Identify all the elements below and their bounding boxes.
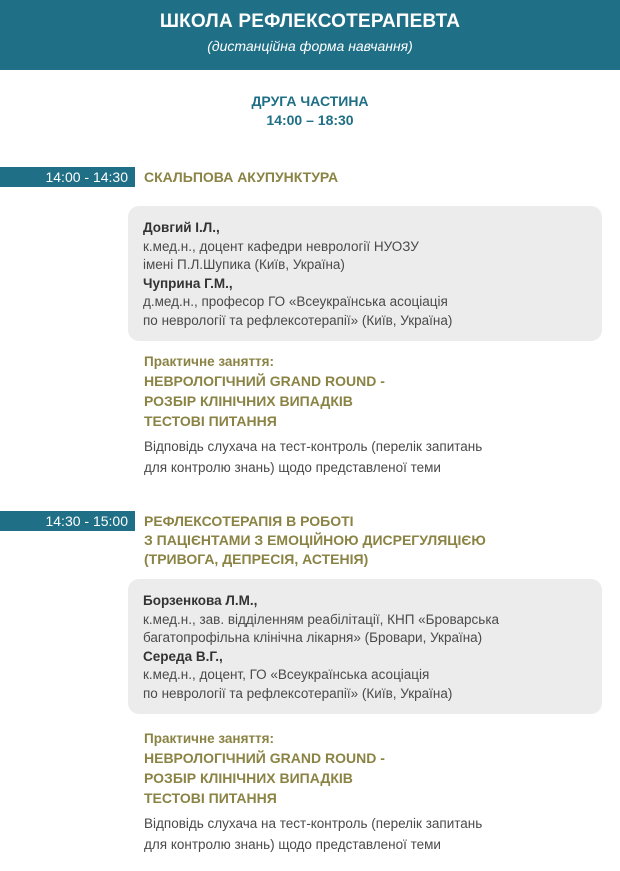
page-header: [0, 0, 620, 70]
part-title: ДРУГА ЧАСТИНА: [251, 93, 369, 109]
topic-line: РЕФЛЕКСОТЕРАПІЯ В РОБОТІ: [144, 513, 354, 529]
session-time-bar: 14:30 - 15:00: [0, 511, 135, 531]
practice-item: НЕВРОЛОГІЧНИЙ GRAND ROUND -: [144, 750, 385, 766]
practice-item: ТЕСТОВІ ПИТАННЯ: [144, 413, 277, 429]
practice-item: РОЗБІР КЛІНІЧНИХ ВИПАДКІВ: [144, 770, 353, 786]
part-heading: [0, 92, 620, 130]
practice-item: НЕВРОЛОГІЧНИЙ GRAND ROUND -: [144, 373, 385, 389]
speaker-detail: д.мед.н., професор ГО «Всеукраїнська асоціація: [143, 294, 448, 309]
session-time-bar: 14:00 - 14:30: [0, 167, 135, 187]
speaker-detail: по неврології та рефлексотерапії» (Київ, Україна): [143, 312, 453, 328]
topic-line: З ПАЦІЄНТАМИ З ЕМОЦІЙНОЮ ДИСРЕГУЛЯЦІЄЮ: [144, 532, 486, 548]
topic-line: СКАЛЬПОВА АКУПУНКТУРА: [144, 169, 339, 185]
speaker-detail: к.мед.н., доцент кафедри неврології НУОЗУ: [143, 238, 419, 254]
part-time: 14:00 – 18:30: [266, 112, 354, 128]
page-title: ШКОЛА РЕФЛЕКСОТЕРАПЕВТА: [159, 11, 461, 32]
practice-item: РОЗБІР КЛІНІЧНИХ ВИПАДКІВ: [144, 393, 353, 409]
practice-block: [144, 353, 594, 478]
practice-item: ТЕСТОВІ ПИТАННЯ: [144, 790, 277, 806]
session-topic: [144, 512, 486, 569]
practice-note: [144, 813, 594, 855]
note-line: для контролю знань) щодо представленої теми: [144, 837, 441, 852]
practice-block: [144, 730, 594, 855]
speaker-name: Борзенкова Л.М.,: [143, 593, 258, 608]
speaker-name: Довгий І.Л.,: [143, 220, 220, 235]
speaker-detail: імені П.Л.Шупика (Київ, Україна): [143, 257, 345, 272]
practice-label: Практичне заняття:: [144, 731, 275, 746]
note-line: Відповідь слухача на тест-контроль (перелік запитань: [144, 816, 483, 831]
note-line: для контролю знань) щодо представленої теми: [144, 460, 441, 475]
speaker-detail: по неврології та рефлексотерапії» (Київ, Україна): [143, 685, 453, 701]
speaker-detail: багатопрофільна клінічна лікарня» (Бровари, Україна): [143, 630, 483, 645]
speaker-name: Чуприна Г.М.,: [143, 275, 233, 291]
speakers-box: [128, 206, 602, 341]
page-subtitle: (дистанційна форма навчання): [207, 38, 413, 54]
practice-label: Практичне заняття:: [144, 354, 275, 369]
speaker-detail: к.мед.н., доцент, ГО «Всеукраїнська асоціація: [143, 667, 430, 682]
note-line: Відповідь слухача на тест-контроль (перелік запитань: [144, 439, 483, 454]
speaker-detail: к.мед.н., зав. відділенням реабілітації, КНП «Броварська: [143, 611, 500, 627]
speakers-box: [128, 579, 602, 714]
speaker-name: Середа В.Г.,: [143, 648, 223, 664]
practice-note: [144, 436, 594, 478]
session-topic: [144, 168, 338, 187]
topic-line: (ТРИВОГА, ДЕПРЕСІЯ, АСТЕНІЯ): [144, 551, 369, 567]
